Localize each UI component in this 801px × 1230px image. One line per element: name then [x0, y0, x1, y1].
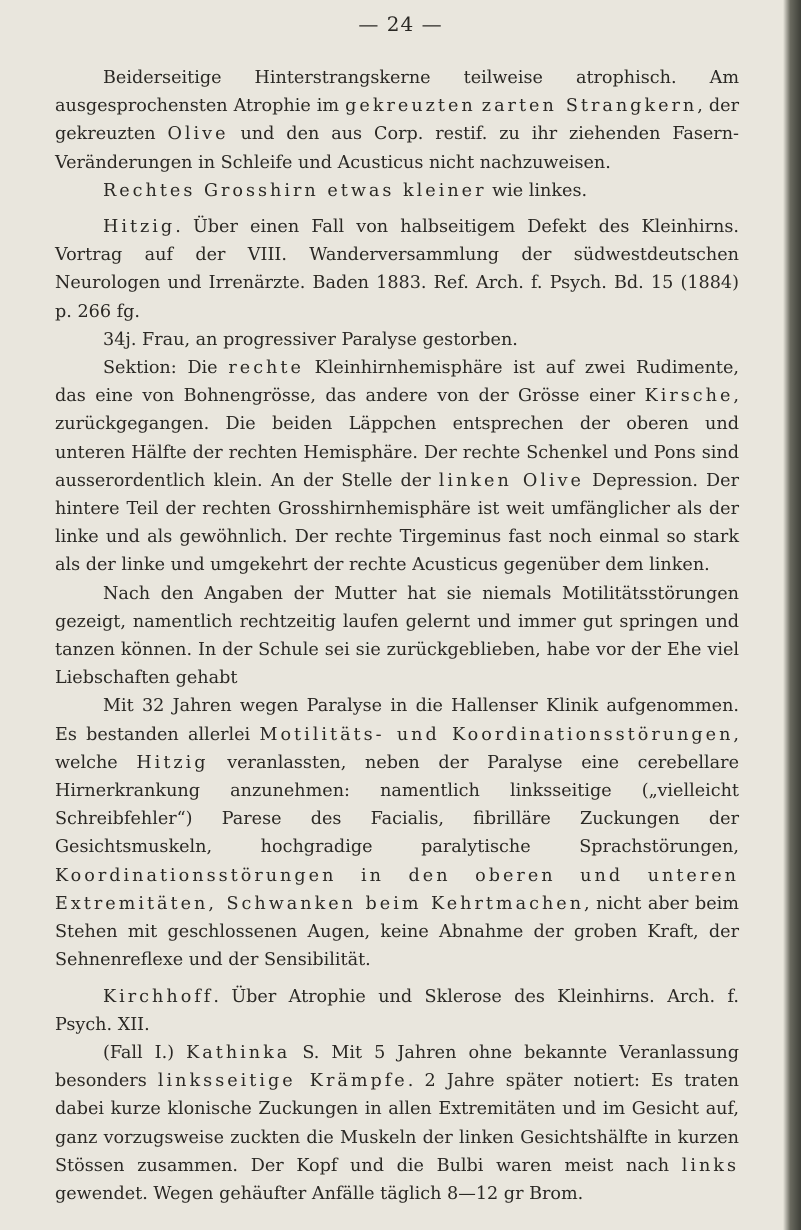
text-run: , der gekreuzten	[55, 96, 739, 145]
spaced-emphasis: gekreuzten	[345, 96, 476, 117]
text-run: . 2 Jahre später notiert: Es traten dabei kurze klonische Zuckungen in allen Extremitäten und im Gesicht auf, ganz vorzugsweise zuckten die Muskeln der linken Gesichtshälfte in kurzen Stössen zusammen. Der Kopf und die Bulbi waren meist nach	[55, 1071, 739, 1176]
text-run: . Über einen Fall von halbseitigem Defekt des Kleinhirns. Vortrag auf der VIII. Wanderversammlung der südwestdeutschen Neurologen und Irrenärzte. Baden 1883. Ref. Arch. f. Psych. Bd. 15 (1884) p. 266 fg.	[55, 217, 739, 322]
text-run: und den aus Corp. restif. zu ihr ziehenden Fasern-Veränderungen in Schleife und Acusticus nicht nachzuweisen.	[55, 124, 739, 173]
paragraph	[55, 1039, 739, 1208]
text-run: . Über Atrophie und Sklerose des Kleinhirns. Arch. f. Psych. XII.	[55, 986, 739, 1035]
paragraph-gap	[55, 205, 739, 213]
spaced-emphasis: rechte	[228, 358, 304, 379]
page-edge-shadow	[783, 0, 801, 1230]
paragraph	[55, 326, 739, 354]
spaced-emphasis: Koordinationsstörungen in den oberen und unteren Extremitäten, Schwanken beim Kehrtmachen	[55, 865, 739, 914]
text-run: , zurückgegangen. Die beiden Läppchen entsprechen der oberen und unteren Hälfte der rechten Hemisphäre. Der rechte Schenkel und Pons sind ausserordentlich klein. An der Stelle der	[55, 386, 739, 491]
spaced-emphasis: Olive	[167, 124, 229, 145]
paragraph	[55, 983, 739, 1039]
text-run: , nicht aber beim Stehen mit geschlossenen Augen, keine Abnahme der groben Kraft, der Sehnenreflexe und der Sensibilität.	[55, 893, 739, 971]
text-run: Mit 32 Jahren wegen Paralyse in die Hallenser Klinik aufgenommen. Es bestanden allerlei	[55, 696, 739, 745]
spaced-emphasis: Motilitäts- und Koordinationsstörungen	[259, 724, 734, 745]
text-run: Sektion: Die	[103, 358, 229, 379]
text-run: Depression. Der hintere Teil der rechten Grosshirnhemisphäre ist weit umfänglicher als der linke und als gewöhnlich. Der rechte Tirgeminus fast noch einmal so stark als der linke und umgekehrt der rechte Acusticus gegenüber dem linken.	[55, 470, 739, 576]
spaced-emphasis: linksseitige Krämpfe	[157, 1071, 408, 1092]
text-run: veranlassten, neben der Paralyse eine cerebellare Hirnerkrankung anzunehmen: namentlich linksseitige („vielleicht Schreibfehler“) Parese des Facialis, fibrilläre Zuckungen der Gesichtsmuskeln, hochgradige paralytische Sprachstörungen,	[55, 752, 739, 858]
text-run: Nach den Angaben der Mutter hat sie niemals Motilitätsstörungen gezeigt, namentlich rechtzeitig laufen gelernt und immer gut springen und tanzen können. In der Schule sei sie zurückgeblieben, habe vor der Ehe viel Liebschaften gehabt	[55, 583, 739, 689]
spaced-emphasis: Kirchhoff	[103, 986, 214, 1007]
spaced-emphasis: Kirsche	[644, 386, 734, 407]
text-run: Beiderseitige Hinterstrangskerne teilweise atrophisch. Am ausgesprochensten Atrophie im	[55, 68, 739, 117]
page-number: — 24 —	[358, 12, 443, 36]
paragraph	[55, 580, 739, 693]
document-body	[55, 64, 739, 1208]
text-run: Kleinhirnhemisphäre ist auf zwei Rudimente, das eine von Bohnengrösse, das andere von der Grösse einer	[55, 358, 739, 407]
paragraph	[55, 354, 739, 580]
spaced-emphasis: links	[681, 1155, 739, 1176]
paragraph	[55, 213, 739, 326]
paragraph-gap	[55, 975, 739, 983]
text-run: 34j. Frau, an progressiver Paralyse gestorben.	[103, 329, 518, 350]
spaced-emphasis: Rechtes Grosshirn etwas kleiner	[103, 180, 487, 201]
spaced-emphasis: Hitzig	[103, 217, 176, 238]
text-run: wie linkes.	[486, 180, 588, 201]
paragraph	[55, 177, 739, 205]
text-run: (Fall I.)	[103, 1042, 187, 1063]
text-run: , welche	[55, 724, 739, 773]
paragraph	[55, 692, 739, 974]
paragraph	[55, 64, 739, 177]
text-run: gewendet. Wegen gehäufter Anfälle täglich 8—12 gr Brom.	[55, 1183, 584, 1204]
spaced-emphasis: Kathinka	[186, 1042, 291, 1063]
spaced-emphasis: Hitzig	[136, 752, 209, 773]
spaced-emphasis: zarten Strangkern	[481, 96, 698, 117]
spaced-emphasis: linken Olive	[438, 470, 584, 491]
text-run: S. Mit 5 Jahren ohne bekannte Veranlassung besonders	[55, 1042, 739, 1092]
